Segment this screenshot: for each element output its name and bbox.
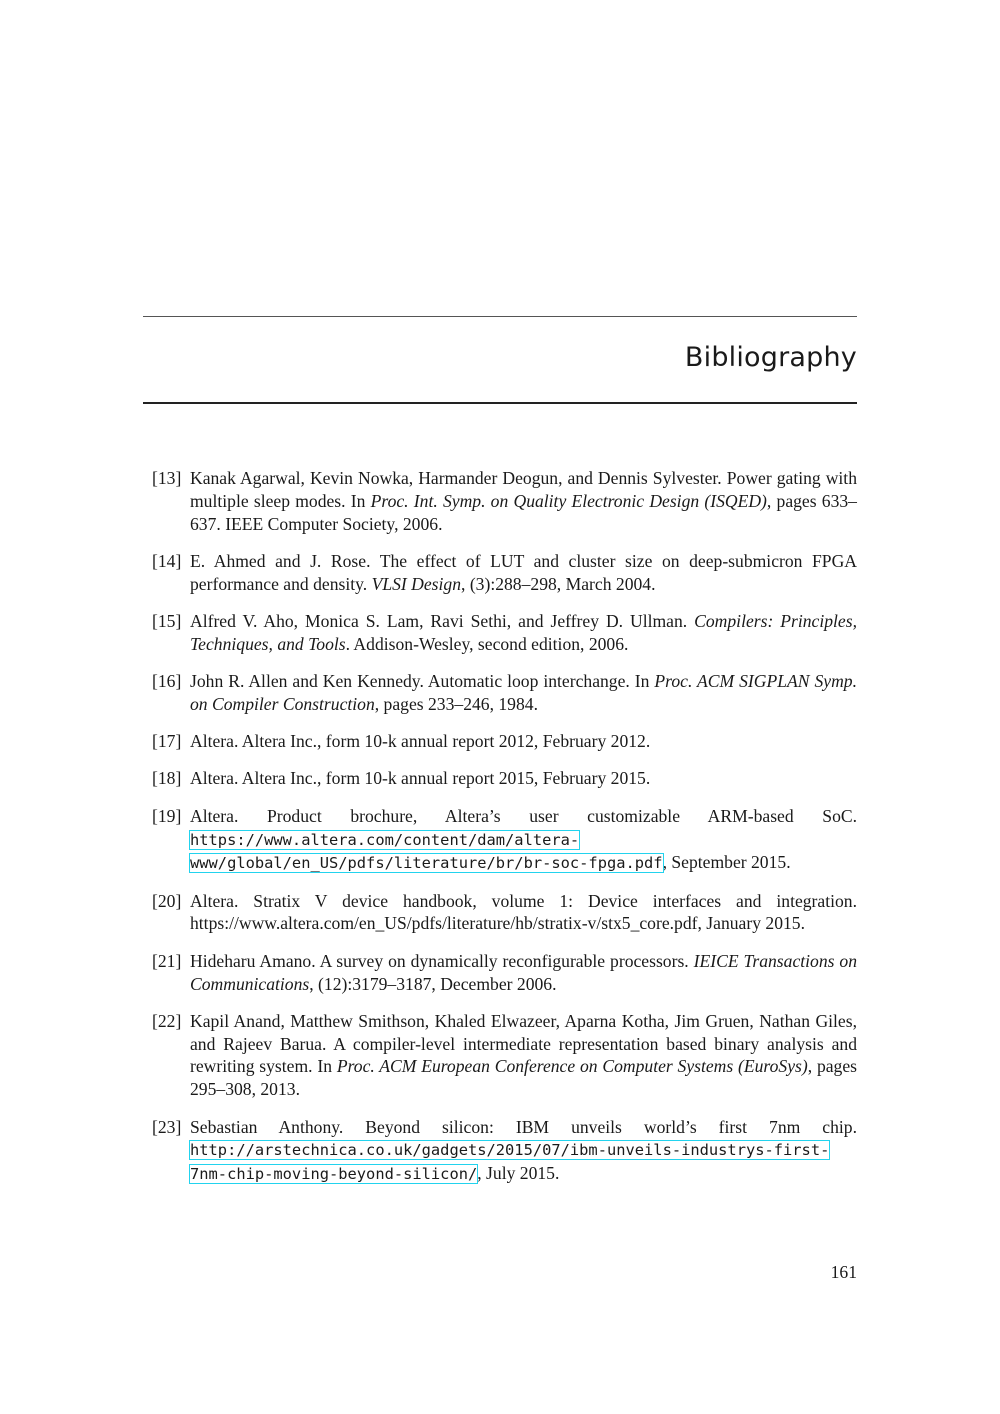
bib-text: Kanak Agarwal, Kevin Nowka, Harmander Deogun, and Dennis Sylvester. Power gating with multiple sleep modes. In (190, 468, 857, 511)
bibliography-list (143, 467, 857, 1200)
bib-text: Alfred V. Aho, Monica S. Lam, Ravi Sethi, and Jeffrey D. Ullman. (190, 610, 695, 631)
bib-entry-text (190, 467, 857, 535)
bib-entry (143, 890, 857, 936)
bib-text: , pages 295–308, 2013. (190, 1056, 858, 1100)
bib-entry-text (190, 550, 857, 596)
bib-venue: Proc. ACM European Conference on Computer Systems (EuroSys) (336, 1056, 808, 1077)
bib-entry-number: [20] (152, 890, 182, 911)
bib-entry-text (190, 1116, 857, 1186)
bib-entry-number: [14] (152, 550, 182, 571)
bib-text: John R. Allen and Ken Kennedy. Automatic loop interchange. In (190, 671, 655, 692)
bib-entry (143, 467, 857, 535)
bib-venue: VLSI Design (371, 573, 462, 594)
bib-text: Sebastian Anthony. Beyond silicon: IBM unveils world’s first 7nm chip. (190, 1116, 857, 1137)
bib-text: , pages 633–637. IEEE Computer Society, 2006. (190, 490, 857, 534)
bib-entry (143, 950, 857, 996)
bib-entry-text (190, 670, 857, 716)
bib-entry-number: [21] (152, 950, 182, 971)
bib-text: , September 2015. (662, 852, 791, 873)
bib-text: Altera. Product brochure, Altera’s user customizable ARM-based SoC. (190, 805, 857, 826)
bib-entry (143, 550, 857, 596)
bib-entry-text (190, 730, 857, 753)
bib-entry-text (190, 805, 857, 875)
bib-entry-text (190, 890, 857, 936)
bib-entry-number: [18] (152, 768, 182, 789)
bib-venue: Proc. Int. Symp. on Quality Electronic Design (ISQED) (370, 490, 767, 511)
bib-text: Kapil Anand, Matthew Smithson, Khaled Elwazeer, Aparna Kotha, Jim Gruen, Nathan Giles, and Rajeev Barua. A compiler-level intermediate representation based binary analysis and rewriting system. In (190, 1010, 857, 1077)
bib-venue: Proc. ACM SIGPLAN Symp. on Compiler Construction (190, 671, 857, 714)
bib-entry-text (190, 950, 857, 996)
bib-text: , July 2015. (477, 1163, 560, 1184)
bib-entry (143, 610, 857, 656)
bib-entry-number: [17] (152, 731, 182, 752)
bib-entry (143, 1010, 857, 1101)
bib-text: Altera. Altera Inc., form 10-k annual report 2012, February 2012. (190, 731, 651, 752)
header-rule-bottom (143, 402, 857, 404)
bib-entry-number: [22] (152, 1010, 182, 1031)
bib-text: , pages 233–246, 1984. (374, 693, 538, 714)
bib-venue: IEICE Transactions on Communications (190, 950, 857, 994)
bib-entry-text (190, 1010, 857, 1101)
bib-url-link[interactable]: http://arstechnica.co.uk/gadgets/2015/07/ibm-unveils-industrys-first-7nm-chip-moving-beyond-silicon/ (190, 1141, 830, 1184)
bib-entry (143, 767, 857, 790)
bib-text: Altera. Altera Inc., form 10-k annual report 2015, February 2015. (190, 768, 651, 789)
bib-entry-text (190, 767, 857, 790)
bib-text: , (3):288–298, March 2004. (461, 573, 656, 594)
bib-entry (143, 670, 857, 716)
bib-venue: Compilers: Principles, Techniques, and Tools (190, 610, 857, 654)
bib-text: E. Ahmed and J. Rose. The effect of LUT and cluster size on deep-submicron FPGA performance and density. (190, 550, 857, 594)
bib-text: . Addison-Wesley, second edition, 2006. (345, 633, 629, 654)
bib-entry-number: [23] (152, 1116, 182, 1137)
bib-entry (143, 1116, 857, 1186)
bib-url-link[interactable]: https://www.altera.com/content/dam/altera-www/global/en_US/pdfs/literature/br/br-soc-fpga.pdf (190, 830, 663, 873)
header-rule-top (143, 316, 857, 317)
chapter-title: Bibliography (684, 342, 857, 373)
page-number: 161 (830, 1262, 857, 1282)
bib-entry (143, 805, 857, 875)
bib-text: Hideharu Amano. A survey on dynamically reconfigurable processors. (190, 950, 694, 971)
bib-entry (143, 730, 857, 753)
bib-text: , (12):3179–3187, December 2006. (309, 973, 557, 994)
bib-entry-number: [13] (152, 468, 182, 488)
bib-entry-number: [15] (152, 610, 182, 631)
bib-entry-number: [16] (152, 671, 182, 692)
bib-text: Altera. Stratix V device handbook, volume 1: Device interfaces and integration. https://www.altera.com/en_US/pdfs/literature/hb/stratix-v/stx5_core.pdf, January 2015. (190, 890, 857, 934)
bib-entry-text (190, 610, 857, 656)
bib-entry-number: [19] (152, 805, 182, 826)
